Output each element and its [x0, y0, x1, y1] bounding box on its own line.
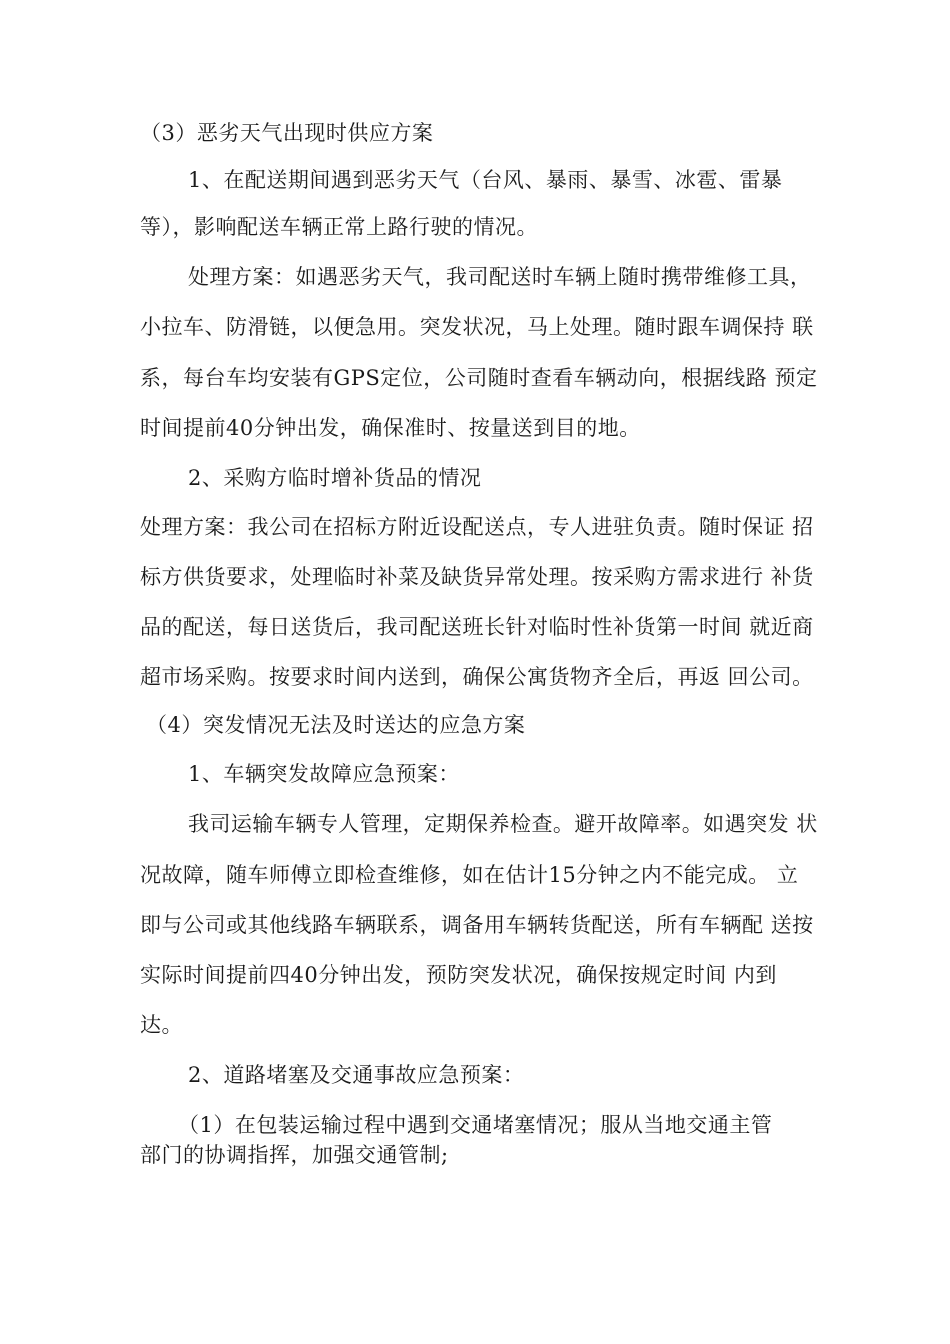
section-heading-4: （4）突发情况无法及时送达的应急方案 — [146, 713, 526, 737]
sub-item-2: 2、道路堵塞及交通事故应急预案： — [188, 1063, 525, 1087]
plan-3-line-2: 况故障，随车师傅立即检查维修，如在估计15分钟之内不能完成。 立 — [140, 863, 799, 887]
plan-3-line-5: 达。 — [140, 1013, 183, 1037]
plan-2-line-3: 品的配送，每日送货后，我司配送班长针对临时性补货第一时间 就近商 — [140, 615, 814, 639]
plan-3-line-4: 实际时间提前四40分钟出发，预防突发状况，确保按规定时间 内到 — [140, 963, 777, 987]
sub-item-1: 1、车辆突发故障应急预案： — [188, 762, 460, 786]
plan-2-line-4: 超市场采购。按要求时间内送到，确保公寓货物齐全后，再返 回公司。 — [140, 665, 814, 689]
item-1-line-1: 1、在配送期间遇到恶劣天气（台风、暴雨、暴雪、冰雹、雷暴 — [188, 168, 783, 192]
plan-1-line-3: 系，每台车均安装有GPS定位，公司随时查看车辆动向，根据线路 预定 — [140, 366, 818, 390]
plan-3-line-1: 我司运输车辆专人管理，定期保养检查。避开故障率。如遇突发 状 — [188, 812, 818, 836]
plan-1-line-2: 小拉车、防滑链，以便急用。突发状况，马上处理。随时跟车调保持 联 — [140, 315, 814, 339]
plan-1-line-4: 时间提前40分钟出发，确保准时、按量送到目的地。 — [140, 416, 641, 440]
item-1-line-2: 等），影响配送车辆正常上路行驶的情况。 — [140, 215, 538, 239]
plan-3-line-3: 即与公司或其他线路车辆联系，调备用车辆转货配送，所有车辆配 送按 — [140, 913, 814, 937]
plan-4-line-1: （1）在包装运输过程中遇到交通堵塞情况；服从当地交通主管 — [178, 1113, 773, 1137]
plan-4-line-2: 部门的协调指挥，加强交通管制; — [140, 1143, 449, 1167]
plan-2-line-1: 处理方案：我公司在招标方附近设配送点，专人进驻负责。随时保证 招 — [140, 515, 814, 539]
item-2: 2、采购方临时增补货品的情况 — [188, 466, 482, 490]
section-heading-3: （3）恶劣天气出现时供应方案 — [140, 121, 434, 145]
plan-2-line-2: 标方供货要求，处理临时补菜及缺货异常处理。按采购方需求进行 补货 — [140, 565, 814, 589]
plan-1-line-1: 处理方案：如遇恶劣天气，我司配送时车辆上随时携带维修工具， — [188, 265, 812, 289]
